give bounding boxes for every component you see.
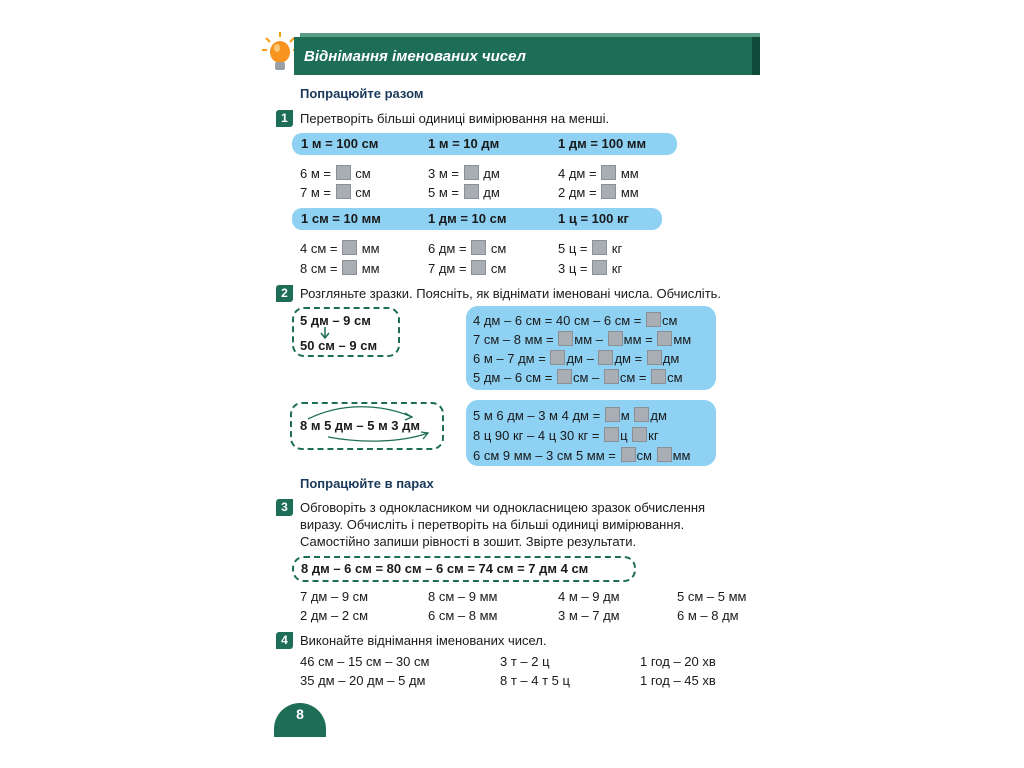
- answer-blank[interactable]: [464, 184, 479, 199]
- answer-blank[interactable]: [604, 427, 619, 442]
- answer-blank[interactable]: [601, 184, 616, 199]
- answer-blank[interactable]: [342, 260, 357, 275]
- exercise-item: 7 см – 8 мм = мм – мм = мм: [473, 332, 692, 347]
- exercise-item: 5 м = дм: [428, 185, 500, 200]
- answer-blank[interactable]: [632, 427, 647, 442]
- answer-blank[interactable]: [342, 240, 357, 255]
- task3-text: Самостійно запиши рівності в зошит. Звірте результати.: [300, 534, 637, 549]
- page-title: Віднімання іменованих чисел: [304, 48, 526, 65]
- exercise-item: 2 дм – 2 см: [300, 608, 369, 623]
- answer-blank[interactable]: [558, 331, 573, 346]
- task4-instruction: Виконайте віднімання іменованих чисел.: [300, 633, 547, 648]
- exercise-item: 5 м 6 дм – 3 м 4 дм = м дм: [473, 408, 667, 423]
- example-expression: 50 см – 9 см: [300, 338, 378, 353]
- task3-text: виразу. Обчисліть і перетворіть на більші одиниці вимірювання.: [300, 517, 685, 532]
- conversion-bar-2: [292, 208, 662, 230]
- exercise-item: 35 дм – 20 дм – 5 дм: [300, 673, 426, 688]
- task1-instruction: Перетворіть більші одиниці вимірювання на менші.: [300, 111, 610, 126]
- conversion-fact: 1 дм = 10 см: [428, 211, 507, 226]
- header-bar-side: [752, 37, 760, 75]
- conversion-fact: 1 дм = 100 мм: [558, 136, 647, 151]
- task2-instruction: Розгляньте зразки. Поясніть, як віднімати іменовані числа. Обчисліть.: [300, 286, 722, 301]
- task3-text: Обговоріть з однокласником чи однокласницею зразок обчислення: [300, 500, 706, 515]
- exercise-item: 5 см – 5 мм: [677, 589, 747, 604]
- answer-blank[interactable]: [550, 350, 565, 365]
- answer-blank[interactable]: [621, 447, 636, 462]
- answer-blank[interactable]: [598, 350, 613, 365]
- answer-blank[interactable]: [604, 369, 619, 384]
- answer-blank[interactable]: [592, 260, 607, 275]
- answer-blank[interactable]: [634, 407, 649, 422]
- section-heading-pairs: Попрацюйте в парах: [300, 476, 434, 491]
- exercise-item: 6 дм = см: [428, 241, 507, 256]
- exercise-item: 7 дм = см: [428, 261, 507, 276]
- answer-blank[interactable]: [646, 312, 661, 327]
- exercise-item: 6 м – 7 дм = дм – дм = дм: [473, 351, 680, 366]
- exercise-item: 8 т – 4 т 5 ц: [500, 673, 570, 688]
- exercise-item: 6 м = см: [300, 166, 371, 181]
- exercise-item: 5 дм – 6 см = см – см = см: [473, 370, 683, 385]
- exercise-item: 3 ц = кг: [558, 261, 623, 276]
- answer-blank[interactable]: [651, 369, 666, 384]
- exercise-item: 3 м – 7 дм: [558, 608, 620, 623]
- conversion-fact: 1 см = 10 мм: [301, 211, 381, 226]
- answer-blank[interactable]: [336, 184, 351, 199]
- conversion-fact: 1 ц = 100 кг: [558, 211, 629, 226]
- answer-blank[interactable]: [464, 165, 479, 180]
- answer-blank[interactable]: [601, 165, 616, 180]
- answer-blank[interactable]: [471, 240, 486, 255]
- exercise-item: 4 м – 9 дм: [558, 589, 620, 604]
- task-number-2: 2: [276, 285, 293, 302]
- example-expression: 8 дм – 6 см = 80 см – 6 см = 74 см = 7 дм 4 см: [301, 561, 589, 576]
- exercise-item: 46 см – 15 см – 30 см: [300, 654, 430, 669]
- exercise-item: 8 см = мм: [300, 261, 380, 276]
- conversion-fact: 1 м = 10 дм: [428, 136, 500, 151]
- answer-blank[interactable]: [605, 407, 620, 422]
- section-heading-together: Попрацюйте разом: [300, 86, 424, 101]
- task-number-4: 4: [276, 632, 293, 649]
- answer-blank[interactable]: [557, 369, 572, 384]
- conversion-bar-1: [292, 133, 677, 155]
- exercise-item: 7 м = см: [300, 185, 371, 200]
- exercise-item: 1 год – 45 хв: [640, 673, 716, 688]
- exercise-item: 8 ц 90 кг – 4 ц 30 кг = ц кг: [473, 428, 659, 443]
- exercise-item: 6 см – 8 мм: [428, 608, 498, 623]
- exercise-item: 4 дм = мм: [558, 166, 639, 181]
- exercise-item: 8 см – 9 мм: [428, 589, 498, 604]
- exercise-item: 2 дм = мм: [558, 185, 639, 200]
- answer-blank[interactable]: [608, 331, 623, 346]
- answer-blank[interactable]: [657, 447, 672, 462]
- exercise-item: 4 дм – 6 см = 40 см – 6 см = см: [473, 313, 678, 328]
- exercise-item: 1 год – 20 хв: [640, 654, 716, 669]
- task-number-3: 3: [276, 499, 293, 516]
- task-number-1: 1: [276, 110, 293, 127]
- exercise-item: 5 ц = кг: [558, 241, 623, 256]
- exercise-item: 6 см 9 мм – 3 см 5 мм = см мм: [473, 448, 691, 463]
- exercise-item: 4 см = мм: [300, 241, 380, 256]
- exercise-item: 7 дм – 9 см: [300, 589, 369, 604]
- page-number: 8: [274, 703, 326, 737]
- answer-blank[interactable]: [647, 350, 662, 365]
- exercise-item: 3 м = дм: [428, 166, 500, 181]
- answer-blank[interactable]: [336, 165, 351, 180]
- answer-blank[interactable]: [657, 331, 672, 346]
- exercise-item: 6 м – 8 дм: [677, 608, 739, 623]
- conversion-fact: 1 м = 100 см: [301, 136, 379, 151]
- exercise-item: 3 т – 2 ц: [500, 654, 550, 669]
- example-expression: 5 дм – 9 см: [300, 313, 371, 328]
- answer-blank[interactable]: [471, 260, 486, 275]
- example-expression: 8 м 5 дм – 5 м 3 дм: [300, 418, 421, 433]
- answer-blank[interactable]: [592, 240, 607, 255]
